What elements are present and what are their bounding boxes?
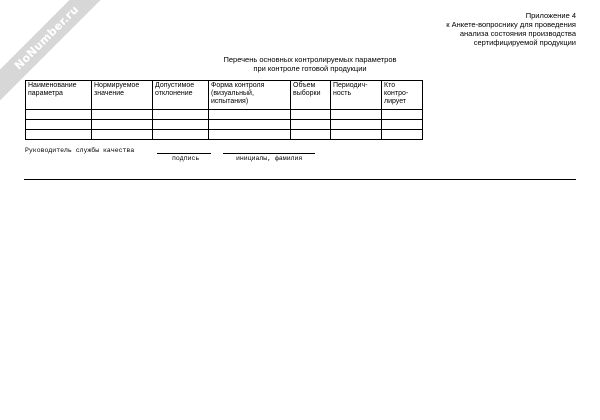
signature-block bbox=[25, 146, 345, 168]
column-header-control-form: Форма контроля (визуальный, испытания) bbox=[209, 81, 291, 110]
table-cell[interactable] bbox=[26, 130, 92, 140]
table-row bbox=[26, 120, 423, 130]
table-cell[interactable] bbox=[291, 120, 331, 130]
column-header-frequency: Периодич-ность bbox=[331, 81, 382, 110]
table-cell[interactable] bbox=[382, 130, 423, 140]
document-title-line: Перечень основных контролируемых параметров bbox=[223, 55, 397, 64]
table-row bbox=[26, 110, 423, 120]
table-cell[interactable] bbox=[153, 120, 209, 130]
column-header-sample-size: Объем выборки bbox=[291, 81, 331, 110]
table-cell[interactable] bbox=[92, 110, 153, 120]
name-caption: инициалы, фамилия bbox=[236, 155, 303, 162]
signature-caption: подпись bbox=[172, 155, 200, 162]
column-header-parameter-name: Наименование параметра bbox=[26, 81, 92, 110]
table-cell[interactable] bbox=[382, 120, 423, 130]
table-cell[interactable] bbox=[331, 110, 382, 120]
name-line[interactable] bbox=[223, 153, 315, 154]
document-title bbox=[160, 56, 460, 73]
table-cell[interactable] bbox=[291, 130, 331, 140]
column-header-tolerance: Допустимое отклонение bbox=[153, 81, 209, 110]
appendix-note-line: к Анкете-вопроснику для проведения bbox=[446, 20, 576, 29]
table-cell[interactable] bbox=[153, 130, 209, 140]
table-cell[interactable] bbox=[291, 110, 331, 120]
table-cell[interactable] bbox=[209, 110, 291, 120]
table-cell[interactable] bbox=[331, 130, 382, 140]
table-cell[interactable] bbox=[92, 120, 153, 130]
watermark-ribbon: NoNumber.ru bbox=[0, 0, 115, 106]
table-cell[interactable] bbox=[153, 110, 209, 120]
table-cell[interactable] bbox=[209, 130, 291, 140]
column-header-controller: Кто контро-лирует bbox=[382, 81, 423, 110]
document-title-line: при контроле готовой продукции bbox=[253, 63, 367, 73]
appendix-note-line: сертифицируемой продукции bbox=[473, 38, 576, 47]
divider bbox=[24, 179, 576, 180]
appendix-note bbox=[336, 11, 576, 47]
table-cell[interactable] bbox=[26, 110, 92, 120]
table-header-row bbox=[26, 81, 423, 110]
table-cell[interactable] bbox=[331, 120, 382, 130]
table-cell[interactable] bbox=[382, 110, 423, 120]
signature-label: Руководитель службы качества bbox=[25, 147, 135, 154]
table-cell[interactable] bbox=[26, 120, 92, 130]
parameters-table bbox=[25, 80, 423, 140]
appendix-note-line: Приложение 4 bbox=[525, 11, 576, 20]
signature-line[interactable] bbox=[157, 153, 211, 154]
column-header-nominal-value: Нормируемое значение bbox=[92, 81, 153, 110]
table-row bbox=[26, 130, 423, 140]
table-cell[interactable] bbox=[209, 120, 291, 130]
table-cell[interactable] bbox=[92, 130, 153, 140]
appendix-note-line: анализа состояния производства bbox=[459, 29, 576, 38]
